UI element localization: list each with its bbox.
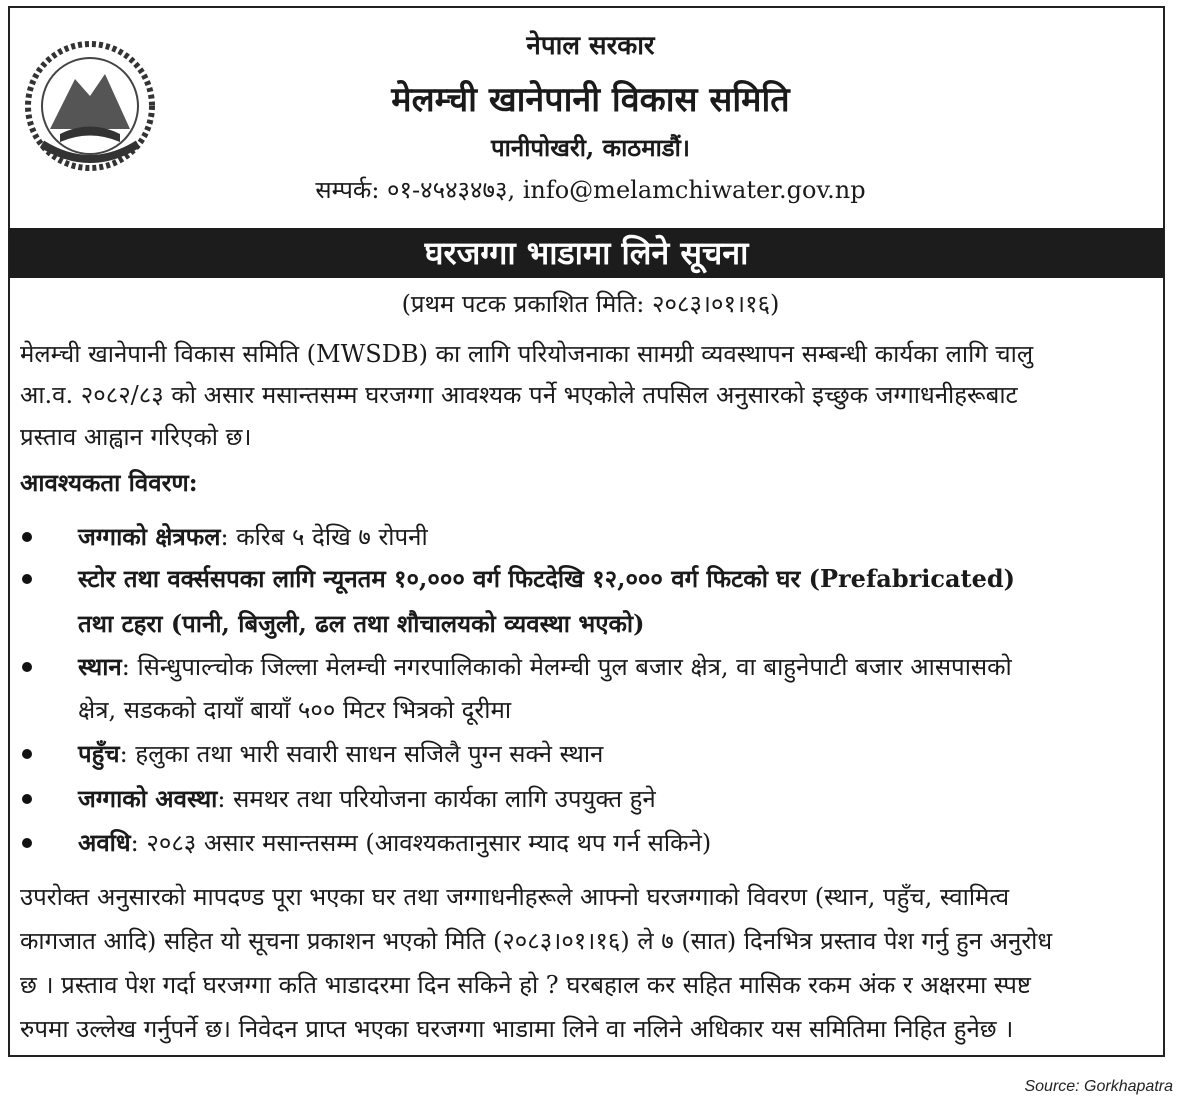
contact-info: सम्पर्क: ०१-४५४३४७३, info@melamchiwater.gov.np bbox=[315, 176, 866, 204]
bullet-icon bbox=[22, 749, 32, 759]
bullet-icon bbox=[22, 574, 32, 584]
source-credit: Source: Gorkhapatra bbox=[1024, 1078, 1173, 1095]
requirement-text: क्षेत्र, सडकको दायाँ बायाँ ५०० मिटर भित्रको दूरीमा bbox=[78, 696, 512, 724]
notice-title: घरजग्गा भाडामा लिने सूचना bbox=[9, 228, 1164, 278]
requirement-label: जग्गाको अवस्था bbox=[78, 784, 218, 813]
bullet-icon bbox=[22, 662, 32, 672]
requirement-label: जग्गाको क्षेत्रफल bbox=[78, 522, 221, 551]
closing-line: कागजात आदि) सहित यो सूचना प्रकाशन भएको मिति (२०८३।०१।१६) ले ७ (सात) दिनभित्र प्रस्ताव पेश गर्नु हुन अनुरोध bbox=[20, 927, 1053, 955]
government-name: नेपाल सरकार bbox=[526, 31, 655, 61]
bullet-icon bbox=[22, 794, 32, 804]
requirement-text: : २०८३ असार मसान्तसम्म (आवश्यकतानुसार म्याद थप गर्न सकिने) bbox=[130, 829, 712, 857]
intro-line: मेलम्ची खानेपानी विकास समिति (MWSDB) का लागि परियोजनाका सामग्री व्यवस्थापन सम्बन्धी कार्यका लागि चालु bbox=[20, 340, 1034, 368]
requirement-text: : हलुका तथा भारी सवारी साधन सजिलै पुग्न सक्ने स्थान bbox=[119, 740, 604, 768]
requirement-label: पहुँच bbox=[78, 739, 120, 768]
closing-line: छ । प्रस्ताव पेश गर्दा घरजग्गा कति भाडादरमा दिन सकिने हो ? घरबहाल कर सहित मासिक रकम अंक र अक्षरमा स्पष्ट bbox=[20, 971, 1031, 999]
requirement-text: : समथर तथा परियोजना कार्यका लागि उपयुक्त हुने bbox=[217, 785, 656, 813]
organization-name: मेलम्ची खानेपानी विकास समिति bbox=[391, 80, 790, 120]
bullet-icon bbox=[22, 838, 32, 848]
requirement-label: अवधि bbox=[78, 828, 131, 857]
published-date: (प्रथम पटक प्रकाशित मिति: २०८३।०१।१६) bbox=[401, 290, 780, 318]
requirement-label: स्थान bbox=[78, 652, 122, 681]
requirement-text: तथा टहरा (पानी, बिजुली, ढल तथा शौचालयको व्यवस्था भएको) bbox=[78, 609, 645, 638]
requirement-text: स्टोर तथा वर्क्ससपका लागि न्यूनतम १०,००० वर्ग फिटदेखि १२,००० वर्ग फिटको घर (Prefabricated) bbox=[78, 564, 1016, 593]
closing-line: उपरोक्त अनुसारको मापदण्ड पूरा भएका घर तथा जग्गाधनीहरूले आफ्नो घरजग्गाको विवरण (स्थान, पहुँच, स्वामित्व bbox=[20, 883, 1010, 911]
intro-line: प्रस्ताव आह्वान गरिएको छ। bbox=[20, 423, 252, 451]
requirement-text: : करिब ५ देखि ७ रोपनी bbox=[220, 523, 428, 551]
requirement-text: : सिन्धुपाल्चोक जिल्ला मेलम्ची नगरपालिकाको मेलम्ची पुल बजार क्षेत्र, वा बाहुनेपाटी बजार आसपासको bbox=[121, 653, 1012, 681]
closing-line: रुपमा उल्लेख गर्नुपर्ने छ। निवेदन प्राप्त भएका घरजग्गा भाडामा लिने वा नलिने अधिकार यस समितिमा निहित हुनेछ । bbox=[20, 1015, 1014, 1043]
requirements-heading: आवश्यकता विवरण: bbox=[20, 468, 198, 497]
bullet-icon bbox=[22, 532, 32, 542]
intro-line: आ.व. २०८२/८३ को असार मसान्तसम्म घरजग्गा आवश्यक पर्ने भएकोले तपसिल अनुसारको इच्छुक जग्गाधनीहरूबाट bbox=[20, 381, 1018, 409]
organization-address: पानीपोखरी, काठमाडौं। bbox=[491, 133, 690, 162]
